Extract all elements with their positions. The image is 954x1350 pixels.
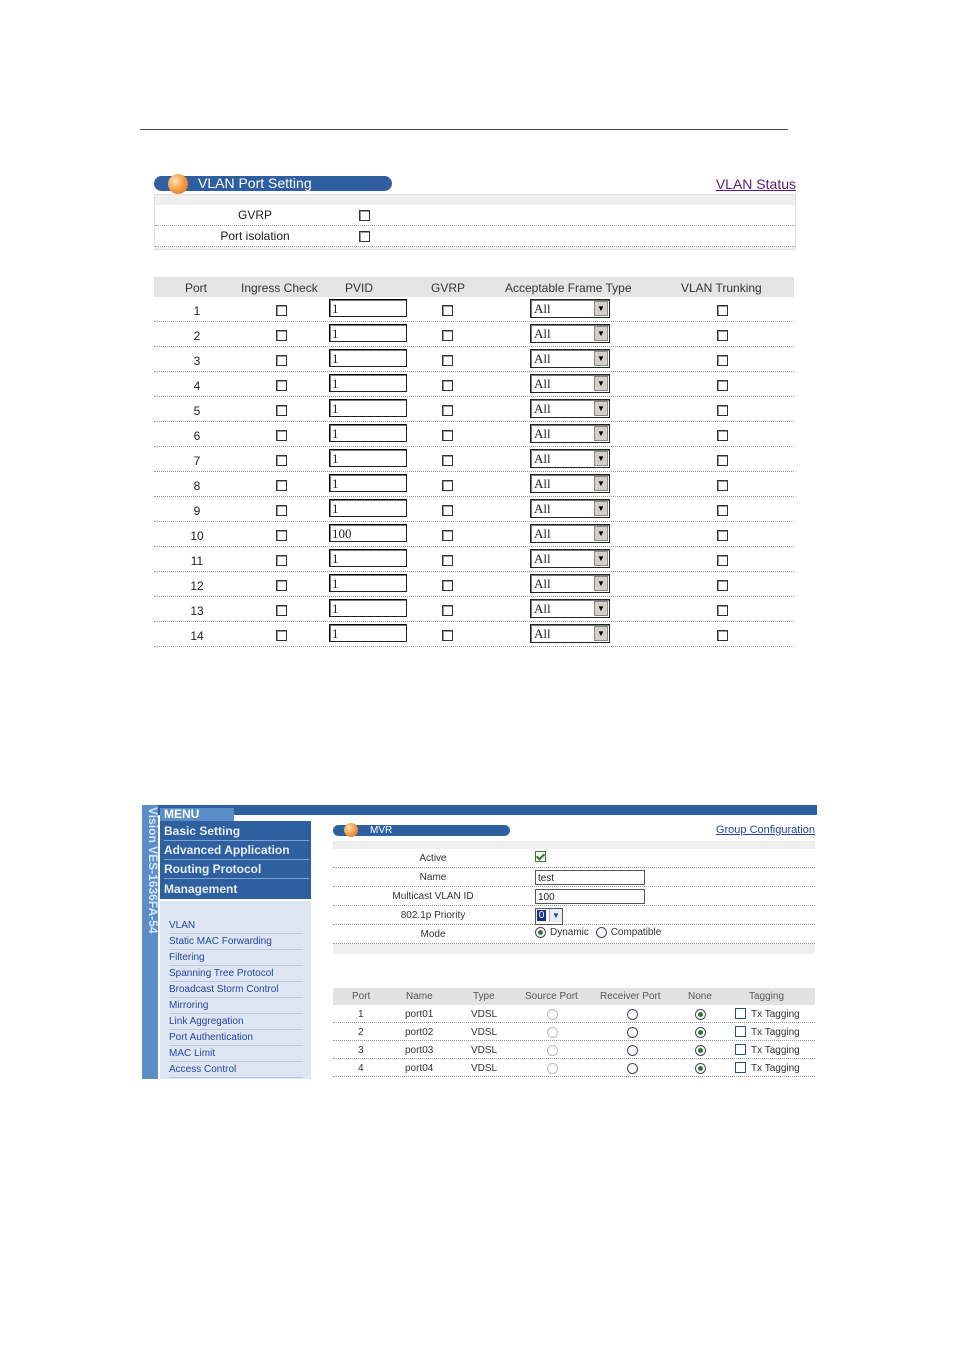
frame-type-value: All — [534, 301, 551, 316]
submenu-item-static-mac[interactable]: Static MAC Forwarding — [169, 934, 303, 950]
table-header — [154, 277, 794, 297]
gvrp-port-checkbox[interactable] — [442, 505, 453, 516]
gvrp-port-checkbox[interactable] — [442, 480, 453, 491]
mode-group — [535, 927, 665, 938]
col-gvrp: GVRP — [431, 281, 466, 295]
chevron-down-icon: ▼ — [594, 401, 608, 416]
name-row — [333, 868, 815, 887]
vlan-trunking-checkbox[interactable] — [717, 580, 728, 591]
pvid-input[interactable]: 1 — [329, 549, 407, 567]
ingress-check-checkbox[interactable] — [276, 430, 287, 441]
chevron-down-icon: ▼ — [594, 451, 608, 466]
table-row — [154, 547, 794, 572]
vlan-trunking-checkbox[interactable] — [717, 555, 728, 566]
menu-header: MENU — [160, 808, 234, 821]
vlan-trunking-checkbox[interactable] — [717, 455, 728, 466]
col-vlan-trunking: VLAN Trunking — [681, 281, 762, 295]
tx-tagging-label: Tx Tagging — [751, 1009, 800, 1020]
port-type: VDSL — [471, 1027, 498, 1038]
priority-value: 0 — [538, 910, 545, 921]
mode-row — [333, 925, 815, 944]
group-configuration-link[interactable]: Group Configuration — [715, 824, 815, 836]
submenu-item-access-control[interactable]: Access Control — [169, 1062, 303, 1078]
frame-type-value: All — [534, 601, 551, 616]
pvid-input[interactable]: 1 — [329, 324, 407, 342]
mvr-title: MVR — [370, 825, 393, 836]
global-options — [154, 194, 796, 250]
col-port: Port — [352, 991, 371, 1002]
main-menu — [160, 821, 311, 899]
port-number: 3 — [358, 1045, 364, 1056]
port-number: 4 — [358, 1063, 364, 1074]
frame-type-value: All — [534, 326, 551, 341]
frame-type-select[interactable] — [530, 574, 610, 593]
none-radio[interactable] — [695, 1027, 706, 1038]
frame-type-value: All — [534, 626, 551, 641]
ingress-check-checkbox[interactable] — [276, 330, 287, 341]
port-number: 1 — [193, 304, 201, 318]
mode-label: Mode — [420, 929, 446, 940]
table-row — [154, 497, 794, 522]
submenu-item-spanning-tree[interactable]: Spanning Tree Protocol — [169, 966, 303, 982]
ingress-check-checkbox[interactable] — [276, 480, 287, 491]
table-row — [333, 1005, 815, 1023]
ingress-check-checkbox[interactable] — [276, 630, 287, 641]
port-number: 6 — [193, 429, 201, 443]
col-none: None — [688, 991, 712, 1002]
brand-strip — [142, 805, 158, 1079]
frame-type-select[interactable] — [530, 374, 610, 393]
frame-type-select[interactable] — [530, 499, 610, 518]
frame-type-value: All — [534, 451, 551, 466]
submenu-item-link-aggregation[interactable]: Link Aggregation — [169, 1014, 303, 1030]
port-number: 12 — [190, 579, 204, 593]
frame-type-select[interactable] — [530, 524, 610, 543]
frame-type-select[interactable] — [530, 399, 610, 418]
mvr-table-header — [333, 988, 815, 1005]
chevron-down-icon: ▼ — [594, 626, 608, 641]
vlan-row — [333, 887, 815, 906]
table-row — [154, 447, 794, 472]
port-type: VDSL — [471, 1063, 498, 1074]
chevron-down-icon: ▼ — [594, 326, 608, 341]
vlan-id-input[interactable]: 100 — [535, 889, 645, 904]
pvid-input[interactable]: 1 — [329, 449, 407, 467]
frame-type-select[interactable] — [530, 349, 610, 368]
vlan-trunking-checkbox[interactable] — [717, 330, 728, 341]
table-row — [333, 1023, 815, 1041]
table-row — [154, 572, 794, 597]
vlan-trunking-checkbox[interactable] — [717, 380, 728, 391]
mode-compatible-radio[interactable] — [596, 927, 607, 938]
page-divider — [140, 129, 788, 130]
mode-dynamic-radio[interactable] — [535, 927, 546, 938]
vlan-trunking-checkbox[interactable] — [717, 530, 728, 541]
chevron-down-icon: ▼ — [594, 301, 608, 316]
pvid-input[interactable]: 1 — [329, 424, 407, 442]
menu-item-routing-protocol[interactable]: Routing Protocol — [164, 860, 309, 879]
tx-tagging-checkbox[interactable] — [735, 1008, 746, 1019]
pvid-input[interactable]: 1 — [329, 599, 407, 617]
vlan-port-setting-panel — [154, 170, 796, 643]
vlan-trunking-checkbox[interactable] — [717, 430, 728, 441]
vlan-trunking-checkbox[interactable] — [717, 605, 728, 616]
mvr-screen — [142, 805, 817, 1079]
port-number: 4 — [193, 379, 201, 393]
orb-icon — [168, 174, 188, 194]
port-number: 7 — [193, 454, 201, 468]
priority-label: 802.1p Priority — [400, 910, 466, 921]
mvr-form — [333, 841, 815, 954]
pvid-input[interactable]: 1 — [329, 349, 407, 367]
menu-item-advanced-application[interactable]: Advanced Application — [164, 841, 309, 860]
pvid-input[interactable]: 1 — [329, 624, 407, 642]
tx-tagging-label: Tx Tagging — [751, 1027, 800, 1038]
vlan-trunking-checkbox[interactable] — [717, 630, 728, 641]
gvrp-port-checkbox[interactable] — [442, 355, 453, 366]
vlan-trunking-checkbox[interactable] — [717, 405, 728, 416]
pvid-input[interactable]: 1 — [329, 299, 407, 317]
vlan-label: Multicast VLAN ID — [392, 891, 474, 902]
port-number: 9 — [193, 504, 201, 518]
table-row — [333, 1041, 815, 1059]
frame-type-value: All — [534, 501, 551, 516]
gvrp-port-checkbox[interactable] — [442, 380, 453, 391]
col-port: Port — [185, 281, 208, 295]
none-radio[interactable] — [695, 1045, 706, 1056]
port-number: 3 — [193, 354, 201, 368]
pvid-input[interactable]: 1 — [329, 474, 407, 492]
col-source-port: Source Port — [525, 991, 578, 1002]
menu-item-management[interactable]: Management — [164, 882, 238, 896]
chevron-down-icon: ▼ — [594, 476, 608, 491]
submenu — [160, 901, 311, 1079]
source-port-radio[interactable] — [547, 1045, 558, 1056]
chevron-down-icon: ▼ — [594, 426, 608, 441]
ingress-check-checkbox[interactable] — [276, 380, 287, 391]
frame-type-select[interactable] — [530, 324, 610, 343]
vlan-trunking-checkbox[interactable] — [717, 305, 728, 316]
gvrp-port-checkbox[interactable] — [442, 555, 453, 566]
vlan-port-table — [154, 277, 794, 647]
mvr-title-bar — [333, 825, 510, 836]
source-port-radio[interactable] — [547, 1009, 558, 1020]
source-port-radio[interactable] — [547, 1063, 558, 1074]
port-type: VDSL — [471, 1009, 498, 1020]
gvrp-port-checkbox[interactable] — [442, 580, 453, 591]
col-name: Name — [406, 991, 433, 1002]
panel-title: VLAN Port Setting — [198, 175, 312, 191]
vlan-trunking-checkbox[interactable] — [717, 355, 728, 366]
ingress-check-checkbox[interactable] — [276, 405, 287, 416]
tx-tagging-checkbox[interactable] — [735, 1026, 746, 1037]
mode-compatible-label: Compatible — [610, 927, 662, 938]
frame-type-select[interactable] — [530, 449, 610, 468]
table-row — [154, 297, 794, 322]
name-input[interactable]: test — [535, 870, 645, 885]
submenu-item-vlan[interactable]: VLAN — [169, 918, 303, 934]
frame-type-value: All — [534, 401, 551, 416]
chevron-down-icon: ▼ — [594, 551, 608, 566]
table-row — [154, 472, 794, 497]
port-name: port03 — [405, 1045, 434, 1056]
chevron-down-icon: ▼ — [594, 501, 608, 516]
gvrp-port-checkbox[interactable] — [442, 455, 453, 466]
frame-type-value: All — [534, 426, 551, 441]
ingress-check-checkbox[interactable] — [276, 555, 287, 566]
ingress-check-checkbox[interactable] — [276, 455, 287, 466]
receiver-port-radio[interactable] — [627, 1063, 638, 1074]
port-number: 13 — [190, 604, 204, 618]
chevron-down-icon: ▼ — [549, 909, 562, 922]
vlan-trunking-checkbox[interactable] — [717, 505, 728, 516]
priority-select[interactable] — [535, 908, 563, 925]
gvrp-option-row — [155, 205, 795, 226]
pvid-input[interactable]: 100 — [329, 524, 407, 542]
chevron-down-icon: ▼ — [594, 526, 608, 541]
name-label: Name — [419, 872, 447, 883]
frame-type-select[interactable] — [530, 599, 610, 618]
frame-type-value: All — [534, 576, 551, 591]
col-pvid: PVID — [345, 281, 374, 295]
chevron-down-icon: ▼ — [594, 376, 608, 391]
ingress-check-checkbox[interactable] — [276, 605, 287, 616]
ingress-check-checkbox[interactable] — [276, 505, 287, 516]
frame-type-value: All — [534, 351, 551, 366]
pvid-input[interactable]: 1 — [329, 374, 407, 392]
table-row — [154, 522, 794, 547]
port-name: port01 — [405, 1009, 434, 1020]
ingress-check-checkbox[interactable] — [276, 530, 287, 541]
port-name: port02 — [405, 1027, 434, 1038]
pvid-input[interactable]: 1 — [329, 499, 407, 517]
col-tagging: Tagging — [749, 991, 785, 1002]
port-number: 8 — [193, 479, 201, 493]
tx-tagging-label: Tx Tagging — [751, 1063, 800, 1074]
menu-item-basic-setting[interactable]: Basic Setting — [164, 822, 309, 841]
frame-type-select[interactable] — [530, 624, 610, 643]
port-type: VDSL — [471, 1045, 498, 1056]
col-ingress-check: Ingress Check — [241, 281, 318, 295]
frame-type-value: All — [534, 526, 551, 541]
table-body — [154, 297, 794, 647]
source-port-radio[interactable] — [547, 1027, 558, 1038]
ingress-check-checkbox[interactable] — [276, 355, 287, 366]
col-frame-type: Acceptable Frame Type — [505, 281, 632, 295]
pvid-input[interactable]: 1 — [329, 399, 407, 417]
receiver-port-radio[interactable] — [627, 1027, 638, 1038]
chevron-down-icon: ▼ — [594, 576, 608, 591]
gvrp-port-checkbox[interactable] — [442, 630, 453, 641]
gvrp-port-checkbox[interactable] — [442, 605, 453, 616]
port-number: 2 — [193, 329, 201, 343]
pvid-input[interactable]: 1 — [329, 574, 407, 592]
top-band — [142, 805, 817, 815]
submenu-item-broadcast-storm[interactable]: Broadcast Storm Control — [169, 982, 303, 998]
receiver-port-radio[interactable] — [627, 1045, 638, 1056]
submenu-item-port-authentication[interactable]: Port Authentication — [169, 1030, 303, 1046]
none-radio[interactable] — [695, 1063, 706, 1074]
ingress-check-checkbox[interactable] — [276, 305, 287, 316]
frame-type-value: All — [534, 376, 551, 391]
active-checkbox[interactable] — [535, 851, 546, 862]
chevron-down-icon: ▼ — [594, 351, 608, 366]
frame-type-select[interactable] — [530, 549, 610, 568]
tx-tagging-checkbox[interactable] — [735, 1044, 746, 1055]
col-type: Type — [473, 991, 495, 1002]
frame-type-value: All — [534, 551, 551, 566]
receiver-port-radio[interactable] — [627, 1009, 638, 1020]
port-isolation-option-row — [155, 226, 795, 247]
port-isolation-label: Port isolation — [220, 229, 290, 243]
table-row — [154, 347, 794, 372]
frame-type-select[interactable] — [530, 474, 610, 493]
port-name: port04 — [405, 1063, 434, 1074]
port-number: 14 — [190, 629, 204, 643]
tx-tagging-label: Tx Tagging — [751, 1045, 800, 1056]
gvrp-label: GVRP — [237, 208, 272, 222]
active-label: Active — [419, 853, 447, 864]
frame-type-select[interactable] — [530, 424, 610, 443]
panel-title-bar — [154, 176, 392, 191]
port-number: 11 — [190, 554, 204, 568]
gvrp-port-checkbox[interactable] — [442, 530, 453, 541]
gvrp-port-checkbox[interactable] — [442, 330, 453, 341]
frame-type-value: All — [534, 476, 551, 491]
gvrp-port-checkbox[interactable] — [442, 305, 453, 316]
mode-dynamic-label: Dynamic — [550, 927, 589, 938]
orb-icon — [344, 823, 358, 837]
brand-text: Vision VES-1636FA-54 — [146, 807, 160, 934]
tx-tagging-checkbox[interactable] — [735, 1062, 746, 1073]
table-row — [154, 422, 794, 447]
submenu-item-filtering[interactable]: Filtering — [169, 950, 303, 966]
vlan-trunking-checkbox[interactable] — [717, 480, 728, 491]
gvrp-port-checkbox[interactable] — [442, 430, 453, 441]
frame-type-select[interactable] — [530, 299, 610, 318]
chevron-down-icon: ▼ — [594, 601, 608, 616]
port-isolation-checkbox[interactable] — [359, 231, 370, 242]
table-row — [154, 597, 794, 622]
port-number: 1 — [358, 1009, 364, 1020]
table-row — [333, 1059, 815, 1077]
submenu-item-mac-limit[interactable]: MAC Limit — [169, 1046, 303, 1062]
vlan-status-link[interactable]: VLAN Status — [715, 176, 796, 192]
col-receiver-port: Receiver Port — [600, 991, 661, 1002]
table-row — [154, 322, 794, 347]
gvrp-checkbox[interactable] — [359, 210, 370, 221]
gvrp-port-checkbox[interactable] — [442, 405, 453, 416]
table-row — [154, 372, 794, 397]
submenu-item-mirroring[interactable]: Mirroring — [169, 998, 303, 1014]
mvr-table-body — [333, 1005, 815, 1077]
ingress-check-checkbox[interactable] — [276, 580, 287, 591]
priority-row — [333, 906, 815, 925]
table-row — [154, 397, 794, 422]
port-number: 10 — [190, 529, 204, 543]
port-number: 2 — [358, 1027, 364, 1038]
mvr-port-table — [333, 988, 815, 1077]
port-number: 5 — [193, 404, 201, 418]
none-radio[interactable] — [695, 1009, 706, 1020]
table-row — [154, 622, 794, 647]
active-row — [333, 849, 815, 868]
